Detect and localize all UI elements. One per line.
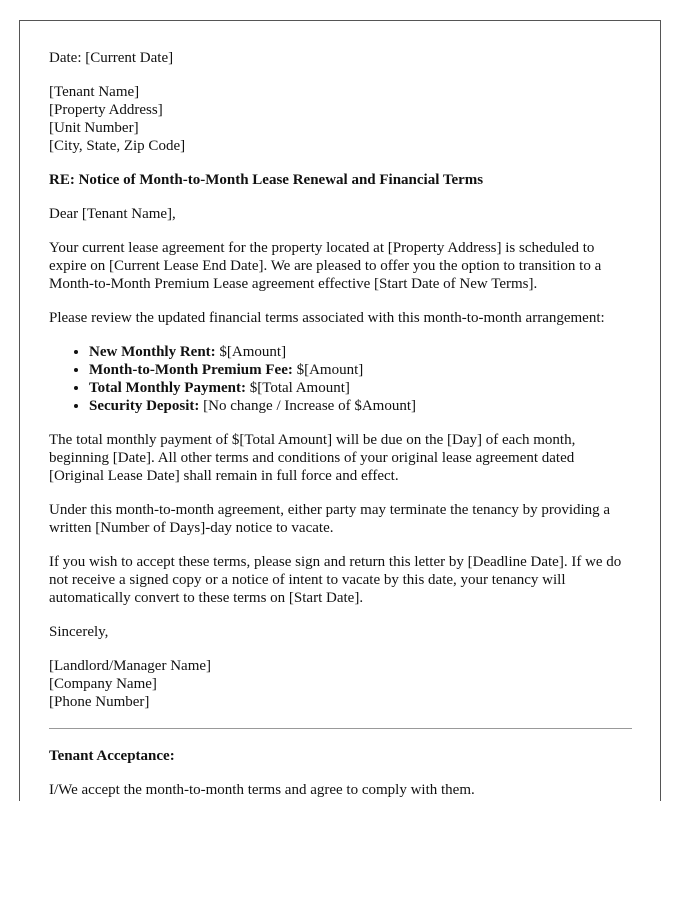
term-label: New Monthly Rent: <box>89 344 216 360</box>
signature-line: [Phone Number] <box>49 694 150 710</box>
term-label: Month-to-Month Premium Fee: <box>89 362 293 378</box>
term-value: $[Total Amount] <box>245 380 350 396</box>
term-item <box>89 379 632 397</box>
recipient-line: [Unit Number] <box>49 120 139 136</box>
date-line: Date: [Current Date] <box>49 50 174 66</box>
signature-line: [Landlord/Manager Name] <box>49 658 212 674</box>
recipient-address <box>49 83 632 155</box>
term-label: Security Deposit: <box>89 398 200 414</box>
term-value: $[Amount] <box>215 344 287 360</box>
term-value: [No change / Increase of $Amount] <box>199 398 416 414</box>
subject-line: RE: Notice of Month-to-Month Lease Renewal and Financial Terms <box>49 172 484 188</box>
recipient-line: [City, State, Zip Code] <box>49 138 186 154</box>
paragraph-intro: Your current lease agreement for the property located at [Property Address] is scheduled to expire on [Current Lease End Date]. We are pleased to offer you the option to transition to a Month-to-Month Premium Lease agreement effective [Start Date of New Terms]. <box>49 240 602 292</box>
paragraph-review: Please review the updated financial terms associated with this month-to-month arrangement: <box>49 310 605 326</box>
term-item <box>89 361 632 379</box>
term-item <box>89 397 632 415</box>
terms-list <box>49 343 632 415</box>
term-item <box>89 343 632 361</box>
term-label: Total Monthly Payment: <box>89 380 246 396</box>
closing: Sincerely, <box>49 624 109 640</box>
recipient-line: [Property Address] <box>49 102 163 118</box>
paragraph-payment: The total monthly payment of $[Total Amount] will be due on the [Day] of each month, beginning [Date]. All other terms and conditions of your original lease agreement dated [Original Lease Date] shall remain in full force and effect. <box>49 432 576 484</box>
section-divider <box>49 728 632 729</box>
paragraph-acceptance-deadline: If you wish to accept these terms, please sign and return this letter by [Deadline Date]. If we do not receive a signed copy or a notice of intent to vacate by this date, your tenancy will automatically convert to these terms on [Start Date]. <box>49 554 622 606</box>
letter-page <box>19 20 661 801</box>
recipient-line: [Tenant Name] <box>49 84 140 100</box>
term-value: $[Amount] <box>292 362 364 378</box>
acceptance-title: Tenant Acceptance: <box>49 748 175 764</box>
paragraph-termination: Under this month-to-month agreement, either party may terminate the tenancy by providing a written [Number of Days]-day notice to vacate. <box>49 502 611 536</box>
salutation: Dear [Tenant Name], <box>49 206 176 222</box>
signature-line: [Company Name] <box>49 676 157 692</box>
letter-content <box>20 21 660 799</box>
acceptance-text: I/We accept the month-to-month terms and agree to comply with them. <box>49 782 475 798</box>
signature-block <box>49 657 632 711</box>
